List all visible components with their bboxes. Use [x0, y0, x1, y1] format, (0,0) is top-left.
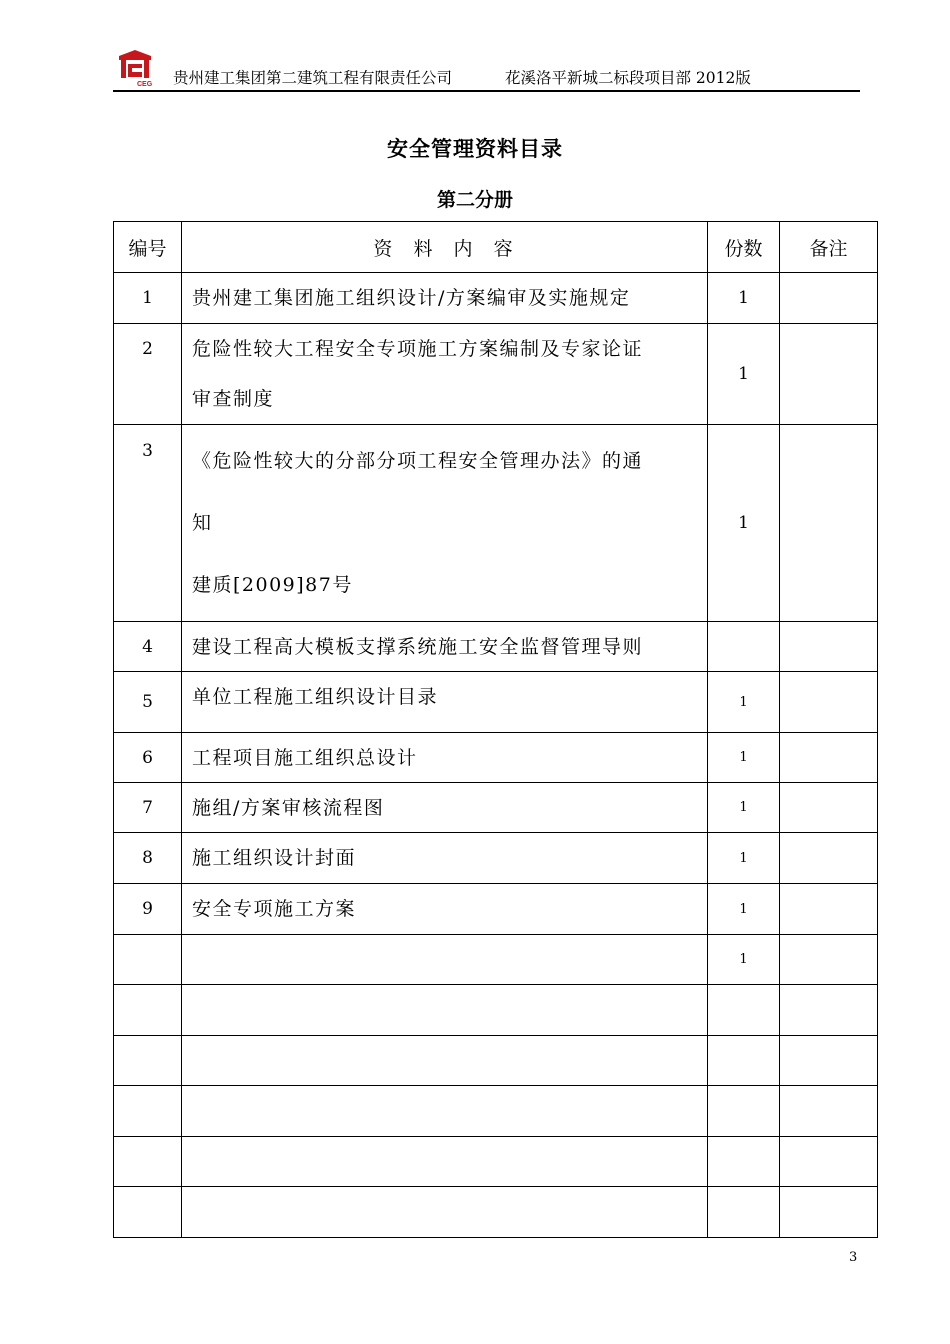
row-content [182, 1086, 708, 1137]
row-remarks [780, 1036, 878, 1086]
row-copies: 1 [708, 935, 780, 985]
table-row [114, 1137, 878, 1187]
row-remarks [780, 733, 878, 783]
row-number [114, 1036, 182, 1086]
row-content [182, 1137, 708, 1187]
table-row [114, 1187, 878, 1238]
row-number [114, 1137, 182, 1187]
header-no: 编号 [114, 222, 182, 273]
row-number [114, 1187, 182, 1238]
row-number [114, 985, 182, 1036]
row-remarks [780, 783, 878, 833]
row-remarks [780, 273, 878, 324]
row-content [182, 833, 708, 884]
company-name: 贵州建工集团第二建筑工程有限责任公司 [173, 69, 453, 87]
row-copies: 1 [708, 425, 780, 622]
row-copies [708, 1187, 780, 1238]
row-remarks [780, 884, 878, 935]
row-remarks [780, 1137, 878, 1187]
row-content [182, 273, 708, 324]
row-copies [708, 1036, 780, 1086]
row-number: 9 [114, 884, 182, 935]
table-row [114, 733, 878, 783]
row-number: 3 [114, 425, 182, 622]
row-content [182, 733, 708, 783]
row-number [114, 935, 182, 985]
table-row [114, 1036, 878, 1086]
table-row [114, 324, 878, 425]
content-line: 工程项目施工组织总设计 [192, 746, 418, 769]
row-content [182, 622, 708, 672]
row-number: 6 [114, 733, 182, 783]
table-header-row [114, 222, 878, 273]
row-remarks [780, 833, 878, 884]
company-logo-icon [115, 50, 155, 88]
content-line: 贵州建工集团施工组织设计/方案编审及实施规定 [192, 287, 631, 309]
table-row [114, 985, 878, 1036]
row-content [182, 884, 708, 935]
row-number: 7 [114, 783, 182, 833]
page-header [113, 48, 860, 92]
row-remarks [780, 622, 878, 672]
row-copies: 1 [708, 672, 780, 733]
row-number: 2 [114, 324, 182, 425]
row-number [114, 1086, 182, 1137]
content-line: 单位工程施工组织设计目录 [192, 686, 439, 708]
content-line: 施组/方案审核流程图 [192, 796, 385, 819]
table-row [114, 622, 878, 672]
row-content [182, 783, 708, 833]
content-line: 建设工程高大模板支撑系统施工安全监督管理导则 [192, 635, 644, 658]
table-row [114, 783, 878, 833]
row-copies: 1 [708, 884, 780, 935]
header-copies: 份数 [708, 222, 780, 273]
table-body [114, 273, 878, 1238]
page-subtitle: 第二分册 [436, 189, 513, 211]
page-title: 安全管理资料目录 [387, 136, 563, 161]
page-number: 3 [849, 1250, 858, 1265]
content-line: 施工组织设计封面 [192, 847, 357, 869]
content-line: 知 [192, 512, 213, 534]
content-line: 安全专项施工方案 [192, 898, 357, 920]
project-name: 花溪洛平新城二标段项目部 2012版 [505, 69, 751, 87]
table-row [114, 1086, 878, 1137]
row-number: 8 [114, 833, 182, 884]
table-row [114, 884, 878, 935]
header-remarks: 备注 [780, 222, 878, 273]
row-content [182, 1187, 708, 1238]
table-row [114, 672, 878, 733]
table-row [114, 273, 878, 324]
row-copies [708, 1137, 780, 1187]
row-number: 5 [114, 672, 182, 733]
row-remarks [780, 1086, 878, 1137]
content-line: 《危险性较大的分部分项工程安全管理办法》的通 [192, 450, 644, 472]
logo-text: CEG [137, 81, 153, 88]
row-copies [708, 985, 780, 1036]
row-content [182, 324, 708, 425]
row-content [182, 935, 708, 985]
row-remarks [780, 324, 878, 425]
row-copies: 1 [708, 324, 780, 425]
content-line: 审查制度 [192, 388, 275, 410]
row-remarks [780, 1187, 878, 1238]
row-remarks [780, 672, 878, 733]
row-content [182, 985, 708, 1036]
row-remarks [780, 935, 878, 985]
row-remarks [780, 425, 878, 622]
row-number: 1 [114, 273, 182, 324]
row-copies: 1 [708, 733, 780, 783]
row-copies [708, 622, 780, 672]
row-content [182, 672, 708, 733]
contents-table [113, 221, 878, 1238]
row-copies: 1 [708, 833, 780, 884]
row-number: 4 [114, 622, 182, 672]
table-row [114, 425, 878, 622]
row-content [182, 425, 708, 622]
row-copies [708, 1086, 780, 1137]
row-content [182, 1036, 708, 1086]
header-content: 资 料 内 容 [182, 222, 708, 273]
table-row [114, 935, 878, 985]
row-copies: 1 [708, 783, 780, 833]
table-row [114, 833, 878, 884]
content-line: 建质[2009]87号 [192, 574, 353, 596]
row-remarks [780, 985, 878, 1036]
content-line: 危险性较大工程安全专项施工方案编制及专家论证 [192, 338, 644, 360]
row-copies: 1 [708, 273, 780, 324]
